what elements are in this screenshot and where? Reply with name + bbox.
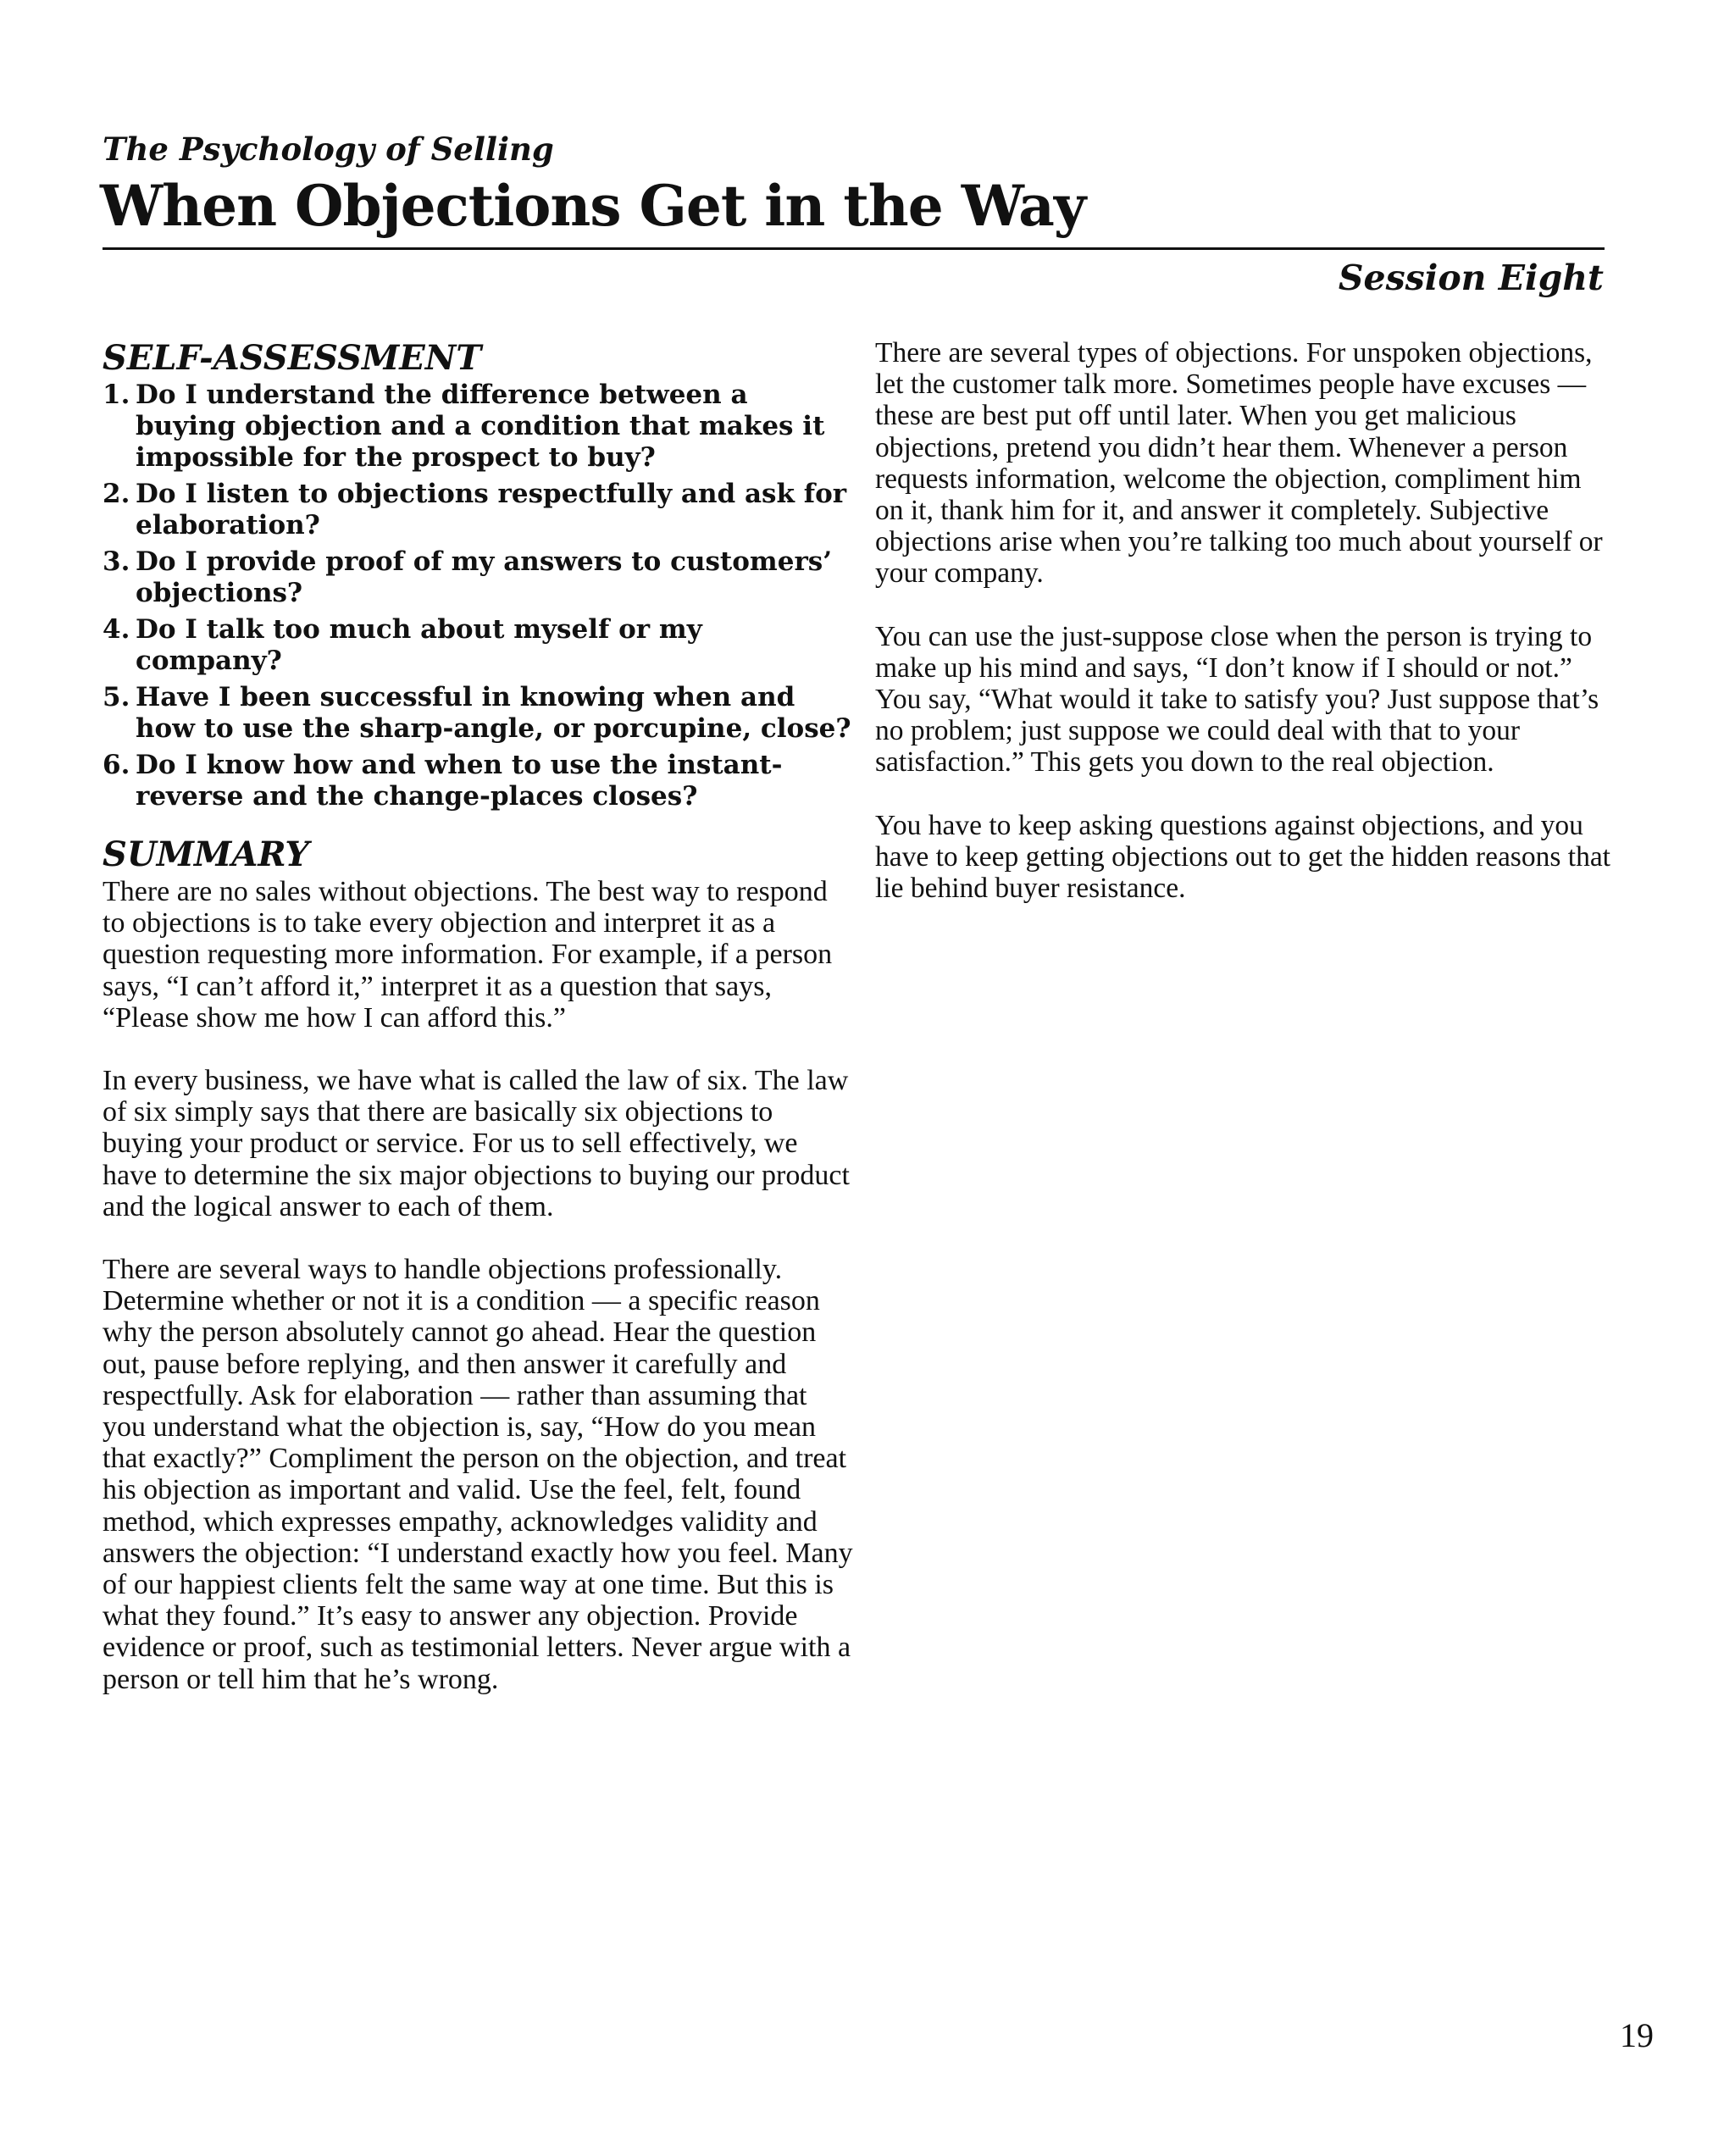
summary-paragraph: In every business, we have what is called the law of six. The law of six simply says that there are basically six objections to buying your product or service. For us to sell effectively, we have to determine the six major objections to buying our product and the logical answer to each of them. <box>103 1065 850 1222</box>
list-item-number: 2. <box>103 479 130 509</box>
list-item-text: Do I provide proof of my answers to customers’ objections? <box>136 546 833 608</box>
list-item-text: Do I listen to objections respectfully and ask for elaboration? <box>136 479 847 540</box>
list-item <box>103 682 856 745</box>
left-column <box>103 337 856 1695</box>
list-item-text: Do I know how and when to use the instant-reverse and the change-places closes? <box>136 750 783 812</box>
header-rule <box>103 247 1605 250</box>
body-paragraph: You have to keep asking questions against objections, and you have to keep getting objections out to get the hidden reasons that lie behind buyer resistance. <box>875 809 1610 905</box>
page-header <box>100 130 1605 240</box>
list-item <box>103 380 856 474</box>
page-title: When Objections Get in the Way <box>100 173 1086 239</box>
list-item-number: 4. <box>103 614 130 645</box>
self-assessment-heading: SELF-ASSESSMENT <box>103 338 482 378</box>
book-title: The Psychology of Selling <box>103 130 554 168</box>
summary-heading: SUMMARY <box>103 834 309 874</box>
right-column <box>875 337 1612 904</box>
body-paragraph: There are several types of objections. For unspoken objections, let the customer talk more. Sometimes people have excuses — these are best put off until later. When you get malicious objections, pretend you didn’t hear them. Whenever a person requests information, welcome the objection, compliment him on it, thank him for it, and answer it completely. Subjective objections arise when you’re talking too much about yourself or your company. <box>875 337 1603 590</box>
list-item <box>103 546 856 609</box>
page-number: 19 <box>1620 2016 1654 2054</box>
list-item <box>103 479 856 541</box>
body-paragraph: You can use the just-suppose close when the person is trying to make up his mind and says, “I don’t know if I should or not.” You say, “What would it take to satisfy you? Just suppose that’s no problem; just suppose we could deal with that to your satisfaction.” This gets you down to the real objection. <box>875 620 1599 779</box>
summary-paragraph: There are no sales without objections. The best way to respond to objections is to take every objection and interpret it as a question requesting more information. For example, if a person says, “I can’t afford it,” interpret it as a question that says, “Please show me how I can afford this.” <box>103 876 833 1034</box>
list-item <box>103 614 856 677</box>
session-label: Session Eight <box>1338 258 1604 298</box>
self-assessment-list <box>103 380 856 812</box>
summary-paragraph: There are several ways to handle objections professionally. Determine whether or not it is a condition — a specific reason why the person absolutely cannot go ahead. Hear the question out, pause before replying, and then answer it carefully and respectfully. Ask for elaboration — rather than assuming that you understand what the objection is, say, “How do you mean that exactly?” Compliment the person on the objection, and treat his objection as important and valid. Use the feel, felt, found method, which expresses empathy, acknowledges validity and answers the objection: “I understand exactly how you feel. Many of our happiest clients felt the same way at one time. But this is what they found.” It’s easy to answer any objection. Provide evidence or proof, such as testimonial letters. Never argue with a person or tell him that he’s wrong. <box>103 1254 853 1695</box>
list-item-text: Do I talk too much about myself or my company? <box>136 614 702 676</box>
list-item <box>103 750 856 812</box>
list-item-text: Do I understand the difference between a buying objection and a condition that makes it impossible for the prospect to buy? <box>136 380 825 473</box>
list-item-text: Have I been successful in knowing when and how to use the sharp-angle, or porcupine, close? <box>136 682 851 744</box>
list-item-number: 5. <box>103 682 130 712</box>
list-item-number: 6. <box>103 750 130 780</box>
list-item-number: 1. <box>103 380 130 410</box>
list-item-number: 3. <box>103 546 130 577</box>
